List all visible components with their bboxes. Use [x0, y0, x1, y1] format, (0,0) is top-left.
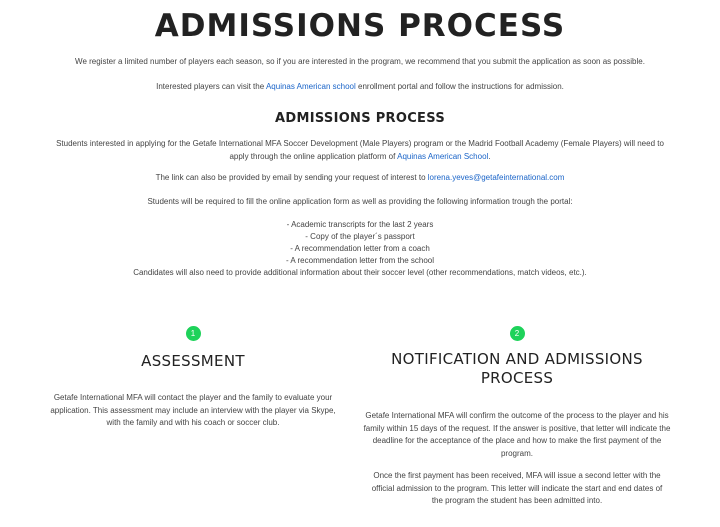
step-number-badge: 1	[186, 326, 201, 341]
requirement-item: - Academic transcripts for the last 2 years	[286, 220, 434, 229]
step-title: ASSESSMENT	[141, 352, 245, 370]
step-assessment	[40, 326, 346, 430]
step-number-badge: 2	[510, 326, 525, 341]
step-description: Once the first payment has been received, MFA will issue a second letter with the official admission to the program. This letter will indicate the start and end dates of the program the student has been admitted into.	[371, 471, 663, 505]
aquinas-school-link[interactable]: Aquinas American school	[265, 81, 356, 91]
step-description: Getafe International MFA will contact the player and the family to evaluate your application. This assessment may include an interview with the player via Skype, with the family and with his coach or soccer club.	[50, 393, 336, 427]
section-application-text-end: .	[488, 151, 491, 161]
intro-portal-paragraph	[50, 81, 670, 94]
intro-portal-text-after: enrollment portal and follow the instructions for admission.	[355, 81, 564, 91]
section-email-paragraph	[50, 172, 670, 185]
intro-portal-text-before: Interested players can visit the	[156, 81, 266, 91]
section-application-text: Students interested in applying for the Getafe International MFA Soccer Development (Male Players) program or the Madrid Football Academy (Female Players) will need to apply through the online application platform of	[56, 139, 664, 161]
section-form-paragraph: Students will be required to fill the online application form as well as providing the following information trough the portal:	[147, 196, 573, 206]
contact-email-link[interactable]: lorena.yeves@getafeinternational.com	[427, 173, 565, 182]
requirement-note: Candidates will also need to provide additional information about their soccer level (other recommendations, match videos, etc.).	[133, 268, 587, 277]
step-title: NOTIFICATION AND ADMISSIONS PROCESS	[391, 350, 643, 387]
step-notification	[362, 326, 672, 508]
section-email-text: The link can also be provided by email by sending your request of interest to	[155, 173, 428, 182]
requirement-item: - A recommendation letter from a coach	[290, 244, 430, 253]
intro-paragraph: We register a limited number of players each season, so if you are interested in the program, we recommend that you submit the application as soon as possible.	[75, 57, 645, 66]
requirement-item: - A recommendation letter from the school	[285, 256, 435, 265]
section-application-paragraph	[50, 138, 670, 163]
section-title: ADMISSIONS PROCESS	[275, 111, 445, 126]
aquinas-platform-link[interactable]: Aquinas American School	[397, 151, 489, 161]
requirements-list	[0, 219, 720, 279]
requirement-item: - Copy of the player´s passport	[305, 232, 415, 241]
step-description: Getafe International MFA will confirm the outcome of the process to the player and his family within 15 days of the request. If the answer is positive, that letter will indicate the deadline for the acceptance of the place and how to make the first payment of the program.	[363, 411, 671, 458]
page-title: ADMISSIONS PROCESS	[154, 8, 566, 44]
